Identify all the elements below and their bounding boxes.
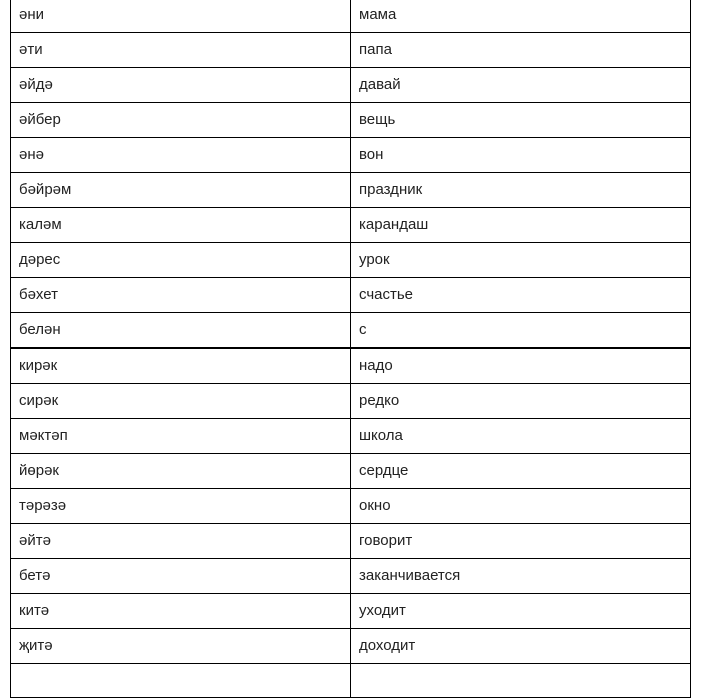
- tatar-word-cell: мәктәп: [11, 419, 351, 454]
- table-row: [11, 0, 691, 33]
- russian-translation-cell: счастье: [351, 278, 691, 313]
- russian-translation-cell: надо: [351, 348, 691, 384]
- table-row: [11, 313, 691, 349]
- tatar-word-cell: әйтә: [11, 524, 351, 559]
- tatar-word-cell: дәрес: [11, 243, 351, 278]
- russian-translation-cell: с: [351, 313, 691, 349]
- table-row: [11, 208, 691, 243]
- russian-translation-cell: заканчивается: [351, 559, 691, 594]
- tatar-word-cell: әни: [11, 0, 351, 33]
- russian-translation-cell: вещь: [351, 103, 691, 138]
- table-row: [11, 524, 691, 559]
- russian-translation-cell: карандаш: [351, 208, 691, 243]
- russian-translation-cell: [351, 664, 691, 698]
- russian-translation-cell: мама: [351, 0, 691, 33]
- tatar-word-cell: әти: [11, 33, 351, 68]
- tatar-word-cell: белән: [11, 313, 351, 349]
- tatar-word-cell: бетә: [11, 559, 351, 594]
- russian-translation-cell: вон: [351, 138, 691, 173]
- russian-translation-cell: сердце: [351, 454, 691, 489]
- table-row: [11, 278, 691, 313]
- russian-translation-cell: доходит: [351, 629, 691, 664]
- table-row: [11, 664, 691, 698]
- tatar-word-cell: әнә: [11, 138, 351, 173]
- russian-translation-cell: окно: [351, 489, 691, 524]
- tatar-word-cell: бәйрәм: [11, 173, 351, 208]
- tatar-word-cell: кирәк: [11, 348, 351, 384]
- russian-translation-cell: говорит: [351, 524, 691, 559]
- table-row: [11, 68, 691, 103]
- tatar-word-cell: китә: [11, 594, 351, 629]
- russian-translation-cell: уходит: [351, 594, 691, 629]
- table-row: [11, 384, 691, 419]
- table-row: [11, 173, 691, 208]
- table-row: [11, 243, 691, 278]
- table-row: [11, 138, 691, 173]
- russian-translation-cell: школа: [351, 419, 691, 454]
- tatar-word-cell: бәхет: [11, 278, 351, 313]
- table-row: [11, 33, 691, 68]
- tatar-word-cell: әйбер: [11, 103, 351, 138]
- table-row: [11, 454, 691, 489]
- russian-translation-cell: давай: [351, 68, 691, 103]
- russian-translation-cell: папа: [351, 33, 691, 68]
- tatar-word-cell: сирәк: [11, 384, 351, 419]
- table-row: [11, 348, 691, 384]
- table-row: [11, 489, 691, 524]
- russian-translation-cell: редко: [351, 384, 691, 419]
- tatar-word-cell: [11, 664, 351, 698]
- table-row: [11, 559, 691, 594]
- tatar-word-cell: йөрәк: [11, 454, 351, 489]
- table-row: [11, 629, 691, 664]
- russian-translation-cell: праздник: [351, 173, 691, 208]
- table-row: [11, 103, 691, 138]
- tatar-word-cell: каләм: [11, 208, 351, 243]
- table-row: [11, 594, 691, 629]
- tatar-word-cell: җитә: [11, 629, 351, 664]
- vocabulary-table: [10, 0, 691, 698]
- vocabulary-table-body: [11, 0, 691, 698]
- table-row: [11, 419, 691, 454]
- tatar-word-cell: әйдә: [11, 68, 351, 103]
- tatar-word-cell: тәрәзә: [11, 489, 351, 524]
- russian-translation-cell: урок: [351, 243, 691, 278]
